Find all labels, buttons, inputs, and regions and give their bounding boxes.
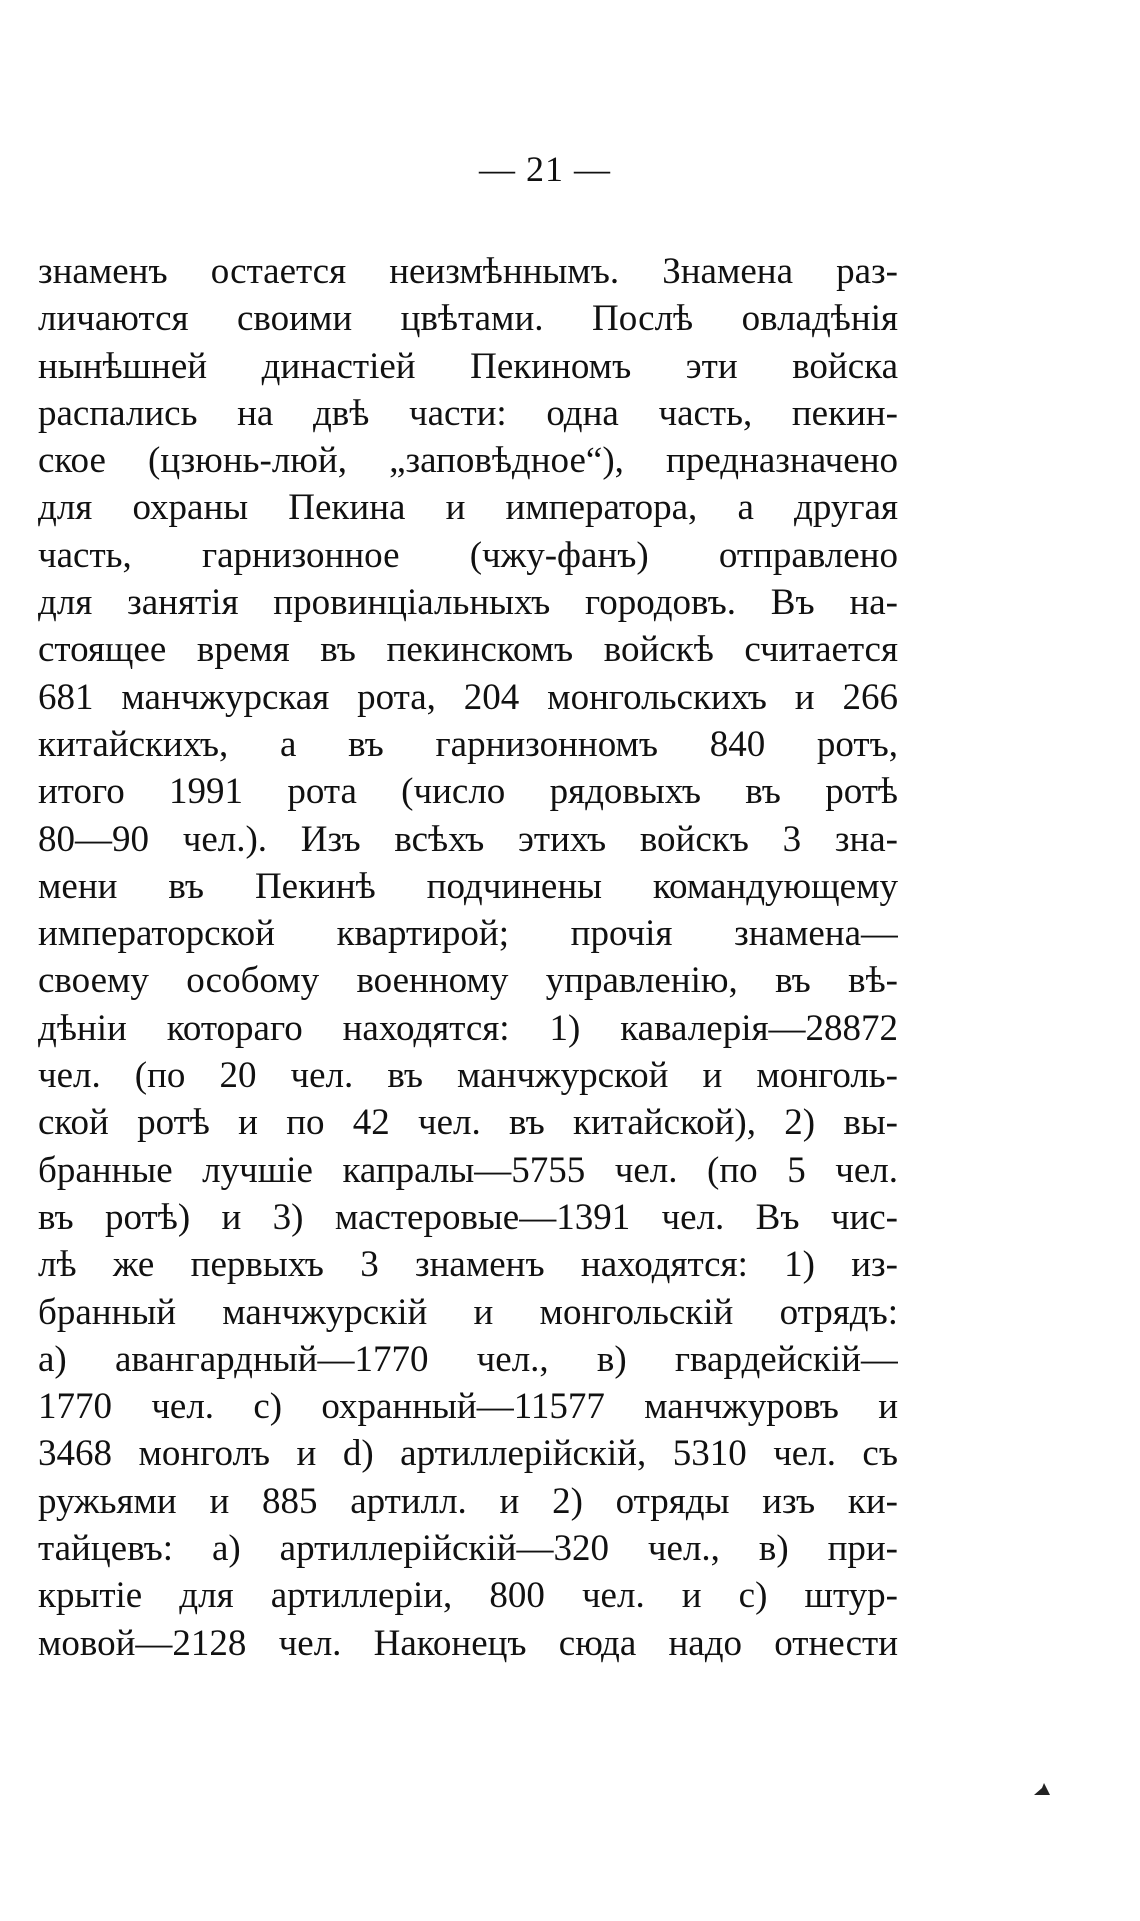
text-line: лѣ же первыхъ 3 знаменъ находятся: 1) из- — [38, 1244, 898, 1286]
body-text — [38, 248, 898, 1667]
text-line: въ ротѣ) и 3) мастеровые—1391 чел. Въ чис- — [38, 1196, 898, 1238]
text-line: стоящее время въ пекинскомъ войскѣ считается — [38, 629, 898, 671]
text-line: 681 манчжурская рота, 204 монгольскихъ и 266 — [38, 676, 898, 718]
text-line: часть, гарнизонное (чжу-фанъ) отправлено — [38, 534, 898, 576]
text-line: 80—90 чел.). Изъ всѣхъ этихъ войскъ 3 зна- — [38, 818, 898, 860]
text-line: бранные лучшіе капралы—5755 чел. (по 5 чел. — [38, 1149, 898, 1191]
text-line: ской ротѣ и по 42 чел. въ китайской), 2) вы- — [38, 1102, 898, 1144]
ink-mark — [1033, 1782, 1051, 1796]
text-line: нынѣшней династіей Пекиномъ эти войска — [38, 345, 898, 387]
text-line: 1770 чел. с) охранный—11577 манчжуровъ и — [38, 1386, 898, 1428]
text-line: ружьями и 885 артилл. и 2) отряды изъ ки- — [38, 1480, 898, 1522]
text-line: для занятія провинціальныхъ городовъ. Въ на- — [38, 582, 898, 624]
text-line: чел. (по 20 чел. въ манчжурской и монголь- — [38, 1055, 898, 1097]
page-number: — 21 — — [479, 149, 611, 189]
text-line: дѣніи котораго находятся: 1) кавалерія—28872 — [38, 1007, 898, 1049]
text-line: личаются своими цвѣтами. Послѣ овладѣнія — [38, 298, 898, 340]
text-line: китайскихъ, а въ гарнизонномъ 840 ротъ, — [38, 723, 898, 765]
text-line: своему особому военному управленію, въ вѣ- — [38, 960, 898, 1002]
text-line: мени въ Пекинѣ подчинены командующему — [38, 865, 898, 907]
text-line: императорской квартирой; прочія знамена— — [38, 913, 898, 955]
text-line: крытіе для артиллеріи, 800 чел. и с) штур- — [38, 1575, 898, 1617]
text-line: распались на двѣ части: одна часть, пекин- — [38, 392, 898, 434]
text-line: 3468 монголъ и d) артиллерійскій, 5310 чел. съ — [38, 1433, 898, 1475]
text-line: ское (цзюнь-люй, „заповѣдное“), предназначено — [38, 440, 898, 482]
text-line: бранный манчжурскій и монгольскій отрядъ: — [38, 1291, 898, 1333]
text-line: мовой—2128 чел. Наконецъ сюда надо отнести — [38, 1622, 898, 1664]
text-line: итого 1991 рота (число рядовыхъ въ ротѣ — [38, 771, 898, 813]
text-line: тайцевъ: а) артиллерійскій—320 чел., в) при- — [38, 1528, 898, 1570]
text-line: а) авангардный—1770 чел., в) гвардейскій— — [38, 1338, 898, 1380]
text-line: для охраны Пекина и императора, а другая — [38, 487, 898, 529]
text-line: знаменъ остается неизмѣннымъ. Знамена раз- — [38, 251, 898, 292]
